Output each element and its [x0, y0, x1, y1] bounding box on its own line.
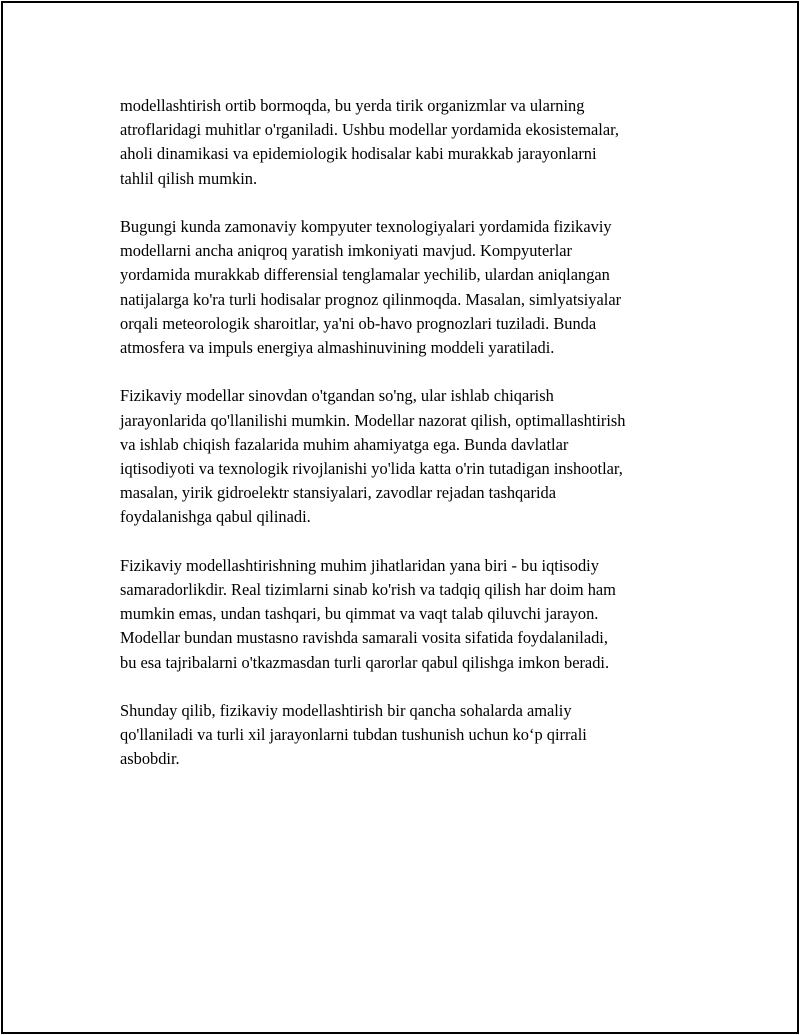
text-line: bu esa tajribalarni o'tkazmasdan turli qarorlar qabul qilishga imkon beradi. — [120, 652, 610, 672]
text-line: Shunday qilib, fizikaviy modellashtirish bir qancha sohalarda amaliy — [120, 701, 572, 721]
page-frame — [1, 1, 799, 1034]
paragraph — [120, 554, 705, 675]
text-line: va ishlab chiqish fazalarida muhim ahamiyatga ega. Bunda davlatlar — [120, 434, 569, 454]
text-line: aholi dinamikasi va epidemiologik hodisalar kabi murakkab jarayonlarni — [120, 144, 597, 164]
text-line: yordamida murakkab differensial tenglamalar yechilib, ulardan aniqlangan — [120, 265, 610, 285]
text-line: atroflaridagi muhitlar o'rganiladi. Ushbu modellar yordamida ekosistemalar, — [120, 120, 620, 140]
text-line: foydalanishga qabul qilinadi. — [120, 507, 311, 527]
text-line: asbobdir. — [120, 749, 180, 769]
text-line: Bugungi kunda zamonaviy kompyuter texnologiyalari yordamida fizikaviy — [120, 217, 612, 236]
text-line: tahlil qilish mumkin. — [120, 168, 258, 188]
text-line: jarayonlarida qo'llanilishi mumkin. Modellar nazorat qilish, optimallashtirish — [120, 410, 626, 430]
paragraph — [120, 699, 705, 772]
paragraph — [120, 215, 705, 360]
text-line: Fizikaviy modellar sinovdan o'tgandan so'ng, ular ishlab chiqarish — [120, 386, 554, 406]
text-line: mumkin emas, undan tashqari, bu qimmat va vaqt talab qiluvchi jarayon. — [120, 604, 599, 624]
text-line: atmosfera va impuls energiya almashinuvining moddeli yaratiladi. — [120, 338, 555, 358]
text-line: orqali meteorologik sharoitlar, ya'ni ob-havo prognozlari tuziladi. Bunda — [120, 313, 597, 333]
text-line: modellarni ancha aniqroq yaratish imkoniyati mavjud. Kompyuterlar — [120, 241, 572, 261]
text-line: masalan, yirik gidroelektr stansiyalari, zavodlar rejadan tashqarida — [120, 483, 557, 503]
paragraph — [120, 384, 705, 529]
document-body — [120, 94, 705, 796]
text-line: samaradorlikdir. Real tizimlarni sinab ko'rish va tadqiq qilish har doim ham — [120, 580, 616, 600]
paragraph — [120, 94, 705, 191]
text-line: qo'llaniladi va turli xil jarayonlarni tubdan tushunish uchun ko‘p qirrali — [120, 725, 587, 745]
text-line: natijalarga ko'ra turli hodisalar prognoz qilinmoqda. Masalan, simlyatsiyalar — [120, 289, 622, 309]
text-line: Modellar bundan mustasno ravishda samarali vosita sifatida foydalaniladi, — [120, 628, 608, 648]
text-line: iqtisodiyoti va texnologik rivojlanishi yo'lida katta o'rin tutadigan inshootlar, — [120, 459, 623, 479]
text-line: Fizikaviy modellashtirishning muhim jihatlaridan yana biri - bu iqtisodiy — [120, 555, 599, 575]
text-line: modellashtirish ortib bormoqda, bu yerda tirik organizmlar va ularning — [120, 96, 585, 115]
